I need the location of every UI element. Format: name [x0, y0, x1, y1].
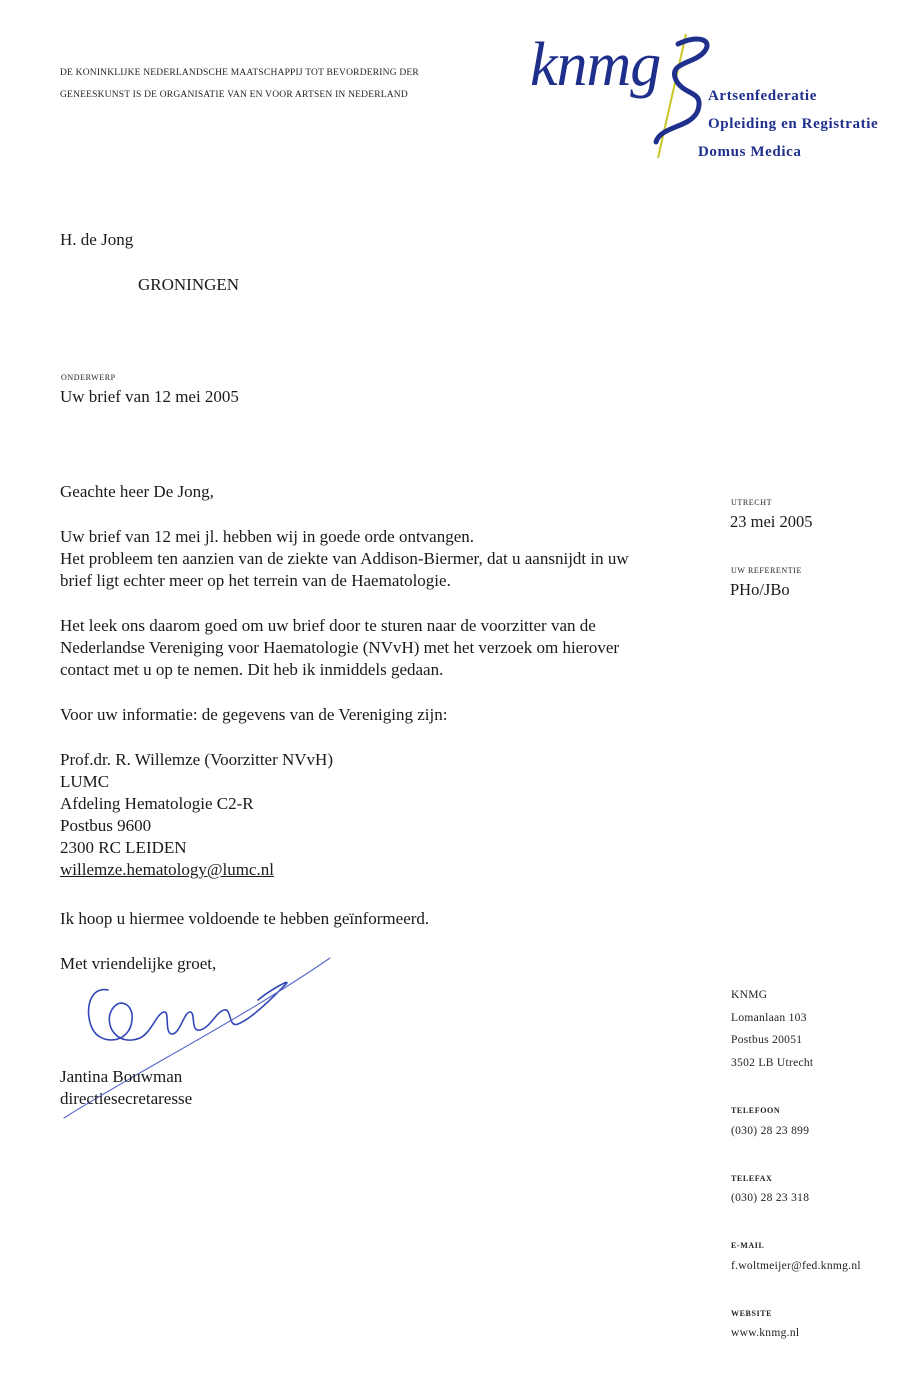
greeting: Met vriendelijke groet,	[60, 954, 217, 973]
knmg-logo	[528, 30, 900, 165]
postcode-city: 3502 LB Utrecht	[731, 1056, 814, 1069]
telefoon-label: TELEFOON	[731, 1106, 781, 1115]
logo-line-opleiding: Opleiding en Registratie	[708, 116, 879, 132]
telefax-value: (030) 28 23 318	[731, 1192, 810, 1204]
paragraph-1-line: brief ligt echter meer op het terrein van de Haematologie.	[60, 571, 451, 590]
org-name: KNMG	[731, 989, 768, 1001]
tagline-line-1: DE KONINKLIJKE NEDERLANDSCHE MAATSCHAPPIJ TOT BEVORDERING DER	[60, 68, 419, 78]
address-line: Postbus 9600	[60, 816, 152, 835]
logo-divisions	[698, 82, 879, 166]
website-link[interactable]: www.knmg.nl	[731, 1327, 800, 1339]
footer-email[interactable]: f.woltmeijer@fed.knmg.nl	[731, 1260, 861, 1272]
telefoon-value[interactable]: (030) 28 23 899	[731, 1125, 810, 1137]
recipient-city: GRONINGEN	[138, 275, 240, 294]
place-label: UTRECHT	[731, 498, 773, 507]
nvvh-address	[60, 749, 333, 881]
email-label: E-MAIL	[731, 1241, 765, 1250]
salutation: Geachte heer De Jong,	[60, 482, 214, 501]
postbus: Postbus 20051	[731, 1034, 803, 1046]
tagline-line-2: GENEESKUNST IS DE ORGANISATIE VAN EN VOOR ARTSEN IN NEDERLAND	[60, 90, 408, 100]
subject-value: Uw brief van 12 mei 2005	[60, 387, 239, 406]
address-line: LUMC	[60, 772, 110, 791]
paragraph-1-line: Uw brief van 12 mei jl. hebben wij in goede orde ontvangen.	[60, 527, 475, 546]
signer-name: Jantina Bouwman	[60, 1067, 183, 1086]
address-line: Prof.dr. R. Willemze (Voorzitter NVvH)	[60, 750, 333, 769]
paragraph-1	[60, 526, 720, 592]
reference-value: PHo/JBo	[730, 580, 790, 599]
closing-line: Ik hoop u hiermee voldoende te hebben geïnformeerd.	[60, 909, 430, 928]
paragraph-2-line: Het leek ons daarom goed om uw brief door te sturen naar de voorzitter van de	[60, 616, 596, 635]
letter-date: 23 mei 2005	[730, 512, 813, 531]
logo-line-artsenfederatie: Artsenfederatie	[708, 88, 817, 104]
website-label: WEBSITE	[731, 1309, 773, 1318]
logo-line-domus-medica: Domus Medica	[698, 144, 802, 160]
subject-label: ONDERWERP	[61, 373, 116, 382]
paragraph-2-line: contact met u op te nemen. Dit heb ik inmiddels gedaan.	[60, 660, 444, 679]
logo-wordmark: knmg	[530, 31, 661, 99]
telefax-label: TELEFAX	[731, 1174, 773, 1183]
address-line: Afdeling Hematologie C2-R	[60, 794, 254, 813]
paragraph-2	[60, 615, 720, 681]
street-address: Lomanlaan 103	[731, 1011, 807, 1024]
nvvh-email-link[interactable]: willemze.hematology@lumc.nl	[60, 860, 274, 879]
info-line: Voor uw informatie: de gegevens van de Vereniging zijn:	[60, 705, 448, 724]
signer-title: directiesecretaresse	[60, 1089, 193, 1108]
organization-address	[731, 984, 813, 1074]
reference-label: UW REFERENTIE	[731, 566, 802, 575]
recipient-name: H. de Jong	[60, 230, 134, 249]
paragraph-2-line: Nederlandse Vereniging voor Haematologie (NVvH) met het verzoek om hierover	[60, 638, 620, 657]
paragraph-1-line: Het probleem ten aanzien van de ziekte van Addison-Biermer, dat u aansnijdt in uw	[60, 549, 629, 568]
organization-tagline	[60, 62, 419, 106]
address-line: 2300 RC LEIDEN	[60, 838, 187, 857]
